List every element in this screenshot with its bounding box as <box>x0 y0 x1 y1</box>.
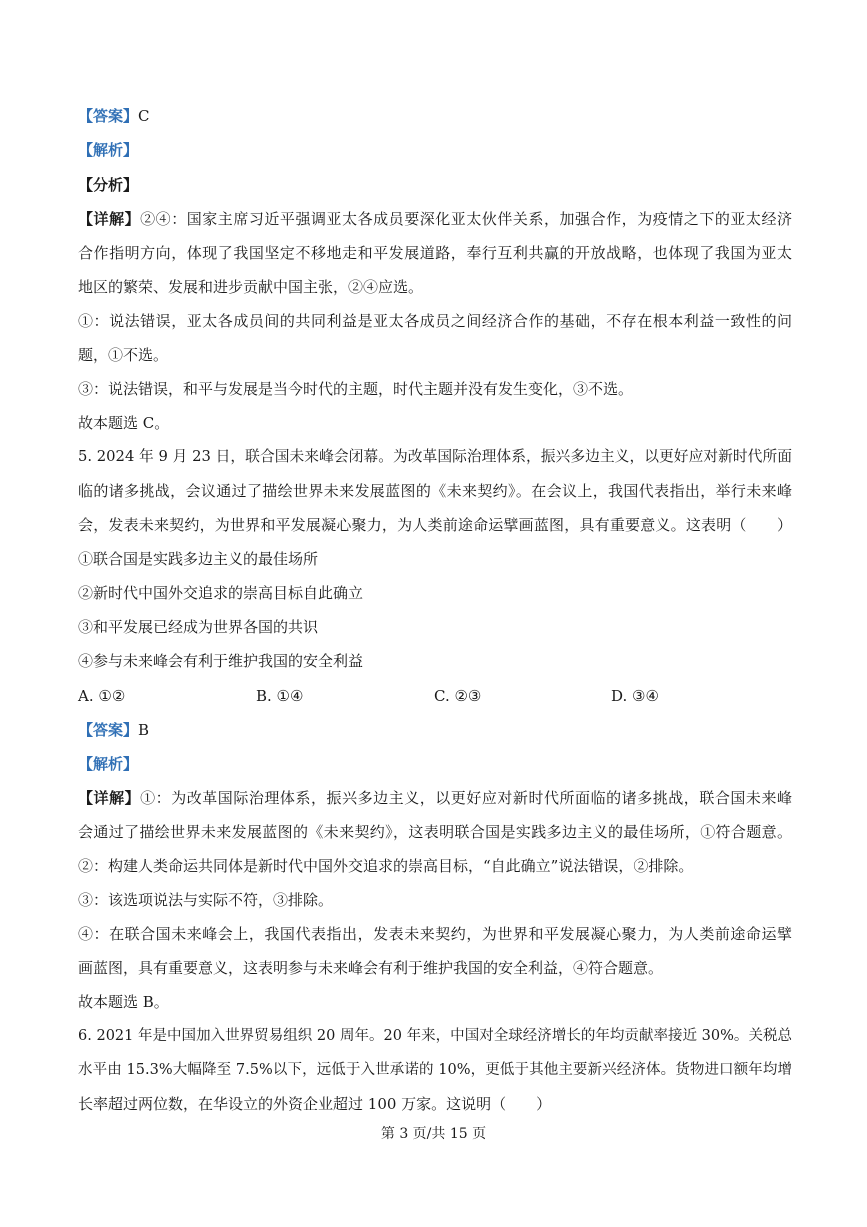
answer-label: 【答案】 <box>78 721 139 739</box>
q4-detail-line-4: ①：说法错误，亚太各成员间的共同利益是亚太各成员之间经济合作的基础，不存在根本利益一致性的问 <box>78 312 792 330</box>
detail-label: 【详解】 <box>78 789 141 807</box>
fenxi-label: 【分析】 <box>78 176 139 194</box>
q4-detail-line-2: 合作指明方向，体现了我国坚定不移地走和平发展道路，奉行互利共赢的开放战略，也体现了我国为亚太 <box>78 244 792 262</box>
answer-value: C <box>138 107 150 125</box>
detail-text: ②④：国家主席习近平强调亚太各成员要深化亚太伙伴关系，加强合作，为疫情之下的亚太经济 <box>140 210 792 228</box>
q5-statement-3: ③和平发展已经成为世界各国的共识 <box>78 618 319 636</box>
option-a: A. ①② <box>78 687 126 705</box>
detail-text: ①：为改革国际治理体系，振兴多边主义，以更好应对新时代所面临的诸多挑战，联合国未来峰 <box>140 789 792 807</box>
q4-detail-line-1 <box>78 209 792 229</box>
q6-stem-line-3: 长率超过两位数，在华设立的外资企业超过 100 万家。这说明（ ） <box>78 1095 552 1113</box>
q5-detail-line-5: ④：在联合国未来峰会上，我国代表指出，发表未来契约，为世界和平发展凝心聚力，为人类前途命运擘 <box>78 925 792 943</box>
page-footer: 第 3 页/共 15 页 <box>380 1126 487 1142</box>
q5-statement-1: ①联合国是实践多边主义的最佳场所 <box>78 550 319 568</box>
q4-detail-line-5: 题，①不选。 <box>78 346 169 364</box>
answer-value: B <box>138 721 150 739</box>
q4-detail-line-6: ③：说法错误，和平与发展是当今时代的主题，时代主题并没有发生变化，③不选。 <box>78 380 634 398</box>
answer-line <box>78 106 792 126</box>
q6-stem-line-1: 6. 2021 年是中国加入世界贸易组织 20 周年。20 年来，中国对全球经济增长的年均贡献率接近 30%。关税总 <box>78 1028 792 1044</box>
q5-detail-line-6: 画蓝图，具有重要意义，这表明参与未来峰会有利于维护我国的安全利益，④符合题意。 <box>78 959 664 977</box>
option-b: B. ①④ <box>256 687 304 705</box>
detail-label: 【详解】 <box>78 210 141 228</box>
q5-conclusion: 故本题选 B。 <box>78 993 169 1011</box>
option-c: C. ②③ <box>434 687 482 705</box>
q5-detail-line-3: ②：构建人类命运共同体是新时代中国外交追求的崇高目标，“自此确立”说法错误，②排除。 <box>78 857 694 875</box>
analysis-label-line <box>78 754 792 774</box>
q5-detail-line-2: 会通过了描绘世界未来发展蓝图的《未来契约》，这表明联合国是实践多边主义的最佳场所，①符合题意。 <box>78 823 792 841</box>
q5-detail-line-1 <box>78 788 792 808</box>
analysis-label: 【解析】 <box>78 755 139 773</box>
answer-line <box>78 720 792 740</box>
q5-stem-line-3: 会，发表未来契约，为世界和平发展凝心聚力，为人类前途命运擘画蓝图，具有重要意义。这表明（ ） <box>78 516 792 534</box>
q4-detail-line-3: 地区的繁荣、发展和进步贡献中国主张，②④应选。 <box>78 278 424 296</box>
fenxi-label-line <box>78 175 792 195</box>
option-d: D. ③④ <box>611 687 659 705</box>
q5-statement-4: ④参与未来峰会有利于维护我国的安全利益 <box>78 652 364 670</box>
answer-label: 【答案】 <box>78 107 139 125</box>
q5-statement-2: ②新时代中国外交追求的崇高目标自此确立 <box>78 584 364 602</box>
q5-stem-line-2: 临的诸多挑战，会议通过了描绘世界未来发展蓝图的《未来契约》。在会议上，我国代表指出，举行未来峰 <box>78 482 792 500</box>
q6-stem-line-2: 水平由 15.3%大幅降至 7.5%以下，远低于入世承诺的 10%，更低于其他主要新兴经济体。货物进口额年均增 <box>78 1062 792 1078</box>
analysis-label-line <box>78 140 792 160</box>
q5-detail-line-4: ③：该选项说法与实际不符，③排除。 <box>78 891 334 909</box>
q4-conclusion: 故本题选 C。 <box>78 414 170 432</box>
q5-stem-line-1: 5. 2024 年 9 月 23 日，联合国未来峰会闭幕。为改革国际治理体系，振兴多边主义，以更好应对新时代所面 <box>78 448 792 465</box>
analysis-label: 【解析】 <box>78 141 139 159</box>
